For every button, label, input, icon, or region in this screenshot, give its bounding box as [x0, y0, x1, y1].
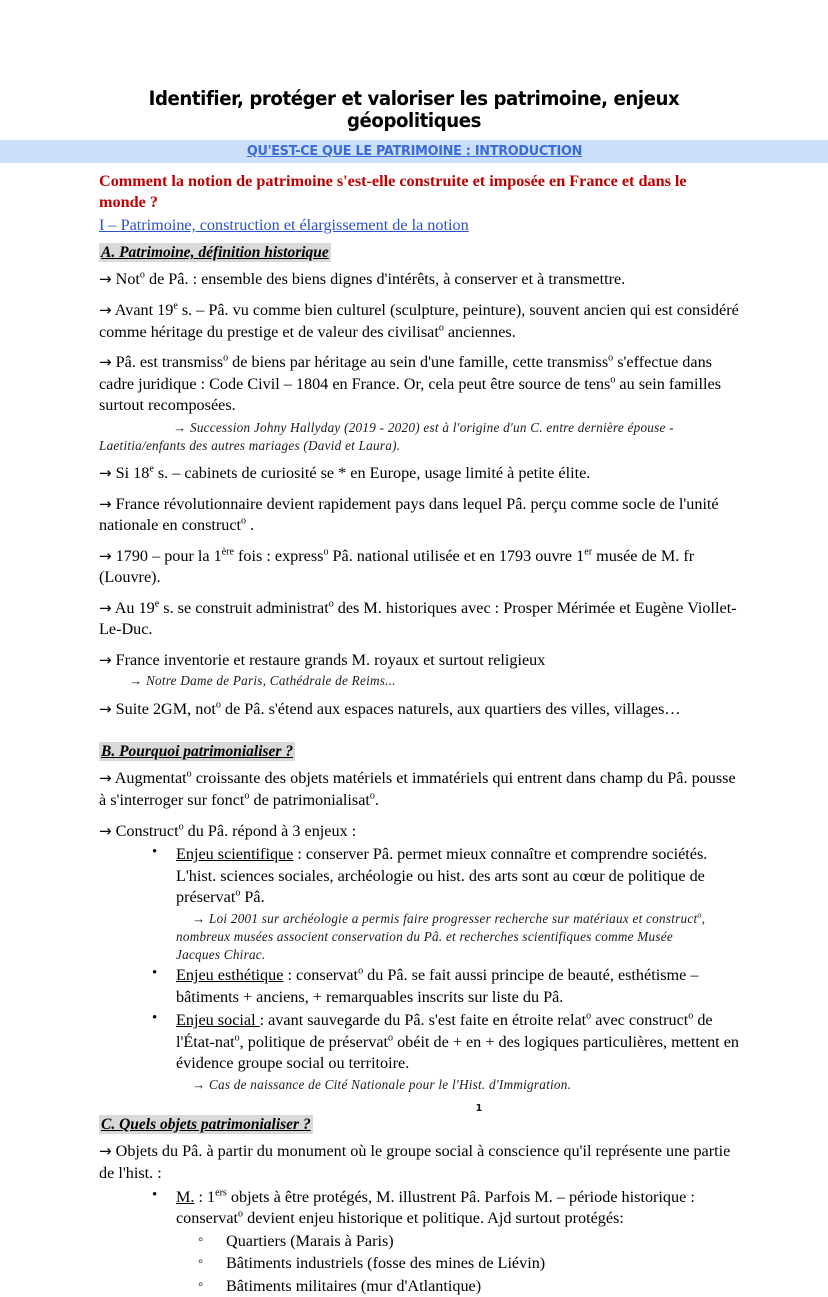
bullet-text-social: : avant sauvegarde du Pâ. s'est faite en étroite relat$^o$ avec construct$^o$ de l'État-nat$^o$, politique de préservat$^o$ obéit de + en + des logiques particulières, mettent en évidence groupe social ou territoire.: [176, 1010, 739, 1073]
arrow-icon: →: [99, 270, 112, 289]
page-title: Identifier, protéger et valoriser les patrimoine, enjeux géopolitiques: [148, 87, 680, 133]
section-b-heading: B. Pourquoi patrimonialiser ?: [101, 743, 294, 761]
section-a-item-8: [99, 699, 740, 721]
note-notredame-text: Notre Dame de Paris, Cathédrale de Reims...: [145, 673, 396, 689]
note-loi-2001-line3: Jacques Chirac.: [176, 947, 266, 963]
list-item: ◦ Bâtiments industriels (fosse des mines de Liévin): [192, 1253, 740, 1275]
note-arrow-icon: →: [129, 673, 143, 689]
note-loi-2001-line2: nombreux musées associent conservation du Pâ. et recherches scientifiques comme Musée: [176, 928, 673, 944]
note-hallyday-line1: Succession Johny Hallyday (2019 - 2020) est à l'origine d'un C. entre dernière épouse -: [189, 419, 674, 435]
section-a-item-5-text: 1790 – pour la 1ère fois : express$^o$ Pâ. national utilisée et en 1793 ouvre 1er musée de M. fr (Louvre).: [99, 546, 695, 587]
section-b: [99, 720, 740, 1093]
note-hallyday-cont: Laetitia/enfants des autres mariages (David et Laura).: [99, 437, 401, 453]
roman-heading-i: I – Patrimoine, construction et élargissement de la notion: [99, 215, 469, 234]
list-item: [145, 1187, 740, 1297]
guiding-question-line1: Comment la notion de patrimoine s'est-elle construite et imposée en France et dans le: [99, 171, 687, 190]
bullet-text-esthetique: : conservat$^o$ du Pâ. se fait aussi principe de beauté, esthétisme – bâtiments + anciens, + remarquables inscrits sur liste du Pâ.: [176, 965, 699, 1006]
bullet-term-esthetique: Enjeu esthétique: [176, 966, 284, 985]
section-b-bullet-list: [99, 844, 740, 1093]
note-arrow-icon: →: [192, 910, 206, 926]
list-item: ◦ Bâtiments militaires (mur d'Atlantique): [192, 1276, 740, 1297]
section-a-item-2: [99, 352, 740, 417]
section-a-item-3: [99, 463, 740, 485]
note-cite-nationale-text: Cas de naissance de Cité Nationale pour le l'Hist. d'Immigration.: [208, 1076, 572, 1092]
list-item: [145, 1010, 740, 1093]
section-a-item-2-text: Pâ. est transmiss$^o$ de biens par héritage au sein d'une famille, cette transmiss$^o$ s'effectue dans cadre juridique : Code Civil – 1804 en France. Or, cela peut être source de tens$^o$ au sein familles surtout recomposées.: [99, 352, 721, 415]
section-b-paragraph-2-text: Construct$^o$ du Pâ. répond à 3 enjeux :: [115, 821, 357, 840]
guiding-question: [99, 171, 740, 213]
section-b-paragraph-2: [99, 821, 740, 843]
list-item: [145, 965, 740, 1008]
banner-label: QU'EST-CE QUE LE PATRIMOINE : INTRODUCTION: [246, 142, 582, 159]
section-a-item-6: [99, 598, 740, 641]
section-a-item-4-text: France révolutionnaire devient rapidement pays dans lequel Pâ. perçu comme socle de l'unité nationale en construct$^o$ .: [99, 494, 719, 535]
note-arrow-icon: →: [192, 1076, 206, 1092]
bullet-term-scientifique: Enjeu scientifique: [176, 845, 294, 864]
guiding-question-line2: monde ?: [99, 192, 158, 211]
bullet-text-scientifique: : conserver Pâ. permet mieux connaître et comprendre sociétés. L'hist. sciences sociales, archéologie ou hist. des arts sont au cœur de politique de préservat$^o$ Pâ.: [176, 845, 708, 907]
page-number: 1: [475, 1103, 483, 1114]
section-a-heading: A. Patrimoine, définition historique: [101, 244, 329, 262]
document-body: [0, 163, 828, 1297]
section-c-sub-list: [176, 1231, 740, 1297]
section-a: [99, 236, 740, 720]
bullet-term-social: Enjeu social: [176, 1011, 260, 1030]
list-item: ◦ Quartiers (Marais à Paris): [192, 1231, 740, 1253]
section-a-item-1-text: Avant 19e s. – Pâ. vu comme bien culturel (sculpture, peinture), souvent ancien qui est considéré comme héritage du prestige et de valeur des civilisat$^o$ anciennes.: [99, 300, 739, 341]
arrow-icon: →: [99, 353, 112, 372]
section-a-item-6-text: Au 19e s. se construit administrat$^o$ des M. historiques avec : Prosper Mérimée et Eugène Viollet-Le-Duc.: [99, 598, 737, 639]
section-c-heading: C. Quels objets patrimonialiser ?: [101, 1116, 311, 1134]
section-a-item-4: [99, 494, 740, 537]
arrow-icon: →: [99, 598, 112, 617]
section-a-item-8-text: Suite 2GM, not$^o$ de Pâ. s'étend aux espaces naturels, aux quartiers des villes, villages…: [115, 699, 681, 718]
arrow-icon: →: [99, 769, 112, 788]
page-footer: [0, 1098, 828, 1116]
list-item: [145, 844, 740, 963]
bullet-text-monuments: : 1ers objets à être protégés, M. illustrent Pâ. Parfois M. – période historique : conservat$^o$ devient enjeu historique et politique. Ajd surtout protégés:: [176, 1187, 695, 1228]
section-a-item-1: [99, 300, 740, 343]
arrow-icon: →: [99, 546, 112, 565]
section-b-paragraph-1: [99, 768, 740, 811]
bullet-term-monuments: M.: [176, 1187, 195, 1206]
note-hallyday: [99, 419, 740, 436]
section-c-paragraph-1-text: Objets du Pâ. à partir du monument où le groupe social à conscience qu'il représente une partie de l'hist. :: [99, 1142, 731, 1183]
arrow-icon: →: [99, 1142, 112, 1161]
note-arrow-icon: →: [173, 419, 187, 435]
section-b-paragraph-1-text: Augmentat$^o$ croissante des objets matériels et immatériels qui entrent dans champ du Pâ. pousse à s'interroger sur fonct$^o$ de patrimonialisat$^o$.: [99, 769, 736, 809]
section-c-paragraph-1: [99, 1141, 740, 1184]
note-loi-2001-line1: Loi 2001 sur archéologie a permis faire progresser recherche sur matériaux et construct$^o$,: [208, 910, 706, 926]
arrow-icon: →: [99, 300, 112, 319]
section-banner: [0, 140, 828, 163]
section-a-item-5: [99, 546, 740, 589]
section-a-item-7: [99, 650, 740, 672]
arrow-icon: →: [99, 821, 112, 840]
note-notredame: [99, 672, 740, 689]
note-cite-nationale: [176, 1076, 740, 1093]
section-c-bullet-list: [99, 1187, 740, 1297]
section-a-item-3-text: Si 18e s. – cabinets de curiosité se * en Europe, usage limité à petite élite.: [115, 463, 591, 482]
arrow-icon: →: [99, 699, 112, 718]
note-loi-2001: [176, 910, 740, 927]
arrow-icon: →: [99, 464, 112, 482]
section-a-item-0: [99, 269, 740, 291]
arrow-icon: →: [99, 494, 112, 513]
section-c: [99, 1093, 740, 1297]
section-a-item-0-text: Not$^o$ de Pâ. : ensemble des biens dignes d'intérêts, à conserver et à transmettre.: [115, 270, 626, 289]
arrow-icon: →: [99, 650, 112, 669]
section-a-item-7-text: France inventorie et restaure grands M. royaux et surtout religieux: [115, 650, 546, 669]
